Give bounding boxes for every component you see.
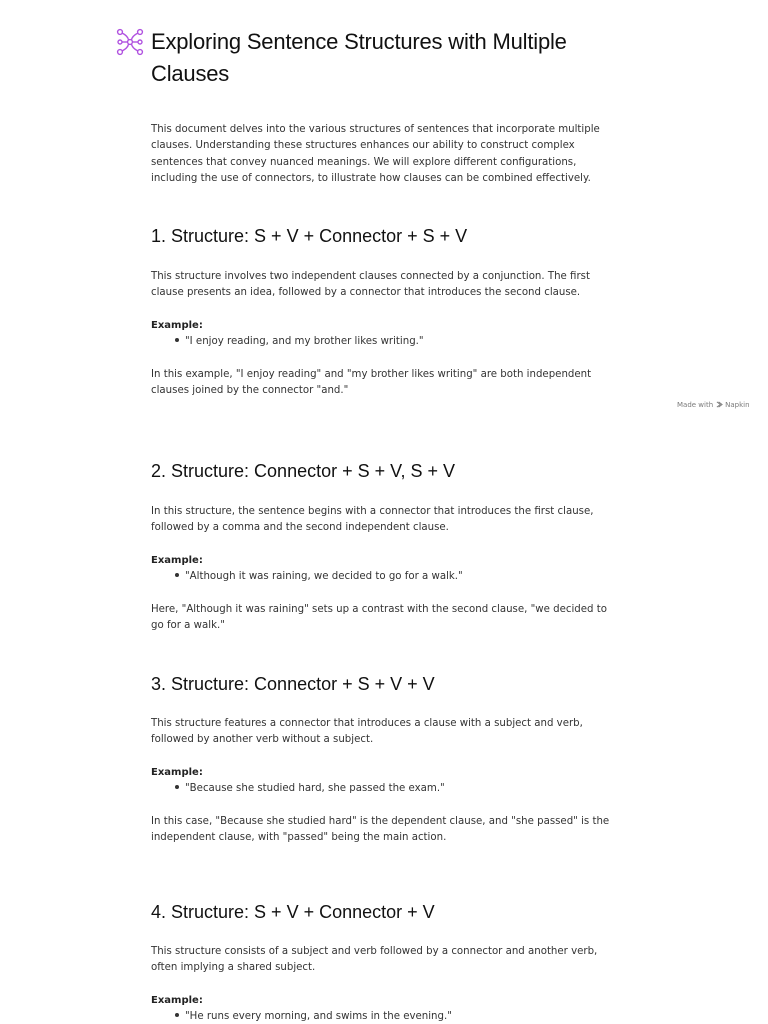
section-description-1: This structure involves two independent clauses connected by a conjunction. The first clause presents an idea, followed by a connector that introduces the second clause. — [151, 271, 590, 299]
section-explanation-2: Here, "Although it was raining" sets up a contrast with the second clause, "we decided to go for a walk." — [151, 604, 607, 632]
section-explanation-1: In this example, "I enjoy reading" and "my brother likes writing" are both independent clauses joined by the connector "and." — [151, 369, 592, 397]
section-heading-2: 2. Structure: Connector + S + V, S + V — [151, 461, 456, 481]
bullet-icon — [175, 1013, 179, 1017]
intro-paragraph: This document delves into the various structures of sentences that incorporate multiple clauses. Understanding these structures enhances our ability to construct complex sentences that convey nuanced meanings. We will explore different configurations, including the use of connectors, to illustrate how clauses can be combined effectively. — [151, 124, 600, 184]
example-label-3: Example: — [151, 767, 203, 778]
napkin-brand-label: Napkin — [725, 401, 750, 409]
network-nodes-icon — [116, 28, 144, 56]
section-heading-3: 3. Structure: Connector + S + V + V — [151, 674, 435, 694]
example-label-1: Example: — [151, 320, 203, 331]
section-explanation-3: In this case, "Because she studied hard" is the dependent clause, and "she passed" is the independent clause, with "passed" being the main action. — [151, 816, 610, 844]
example-item-2 — [175, 570, 463, 584]
made-with-label: Made with — [677, 401, 714, 409]
example-label-2: Example: — [151, 555, 203, 566]
bullet-icon — [175, 338, 179, 342]
example-text-3: "Because she studied hard, she passed the exam." — [185, 783, 445, 794]
example-text-1: "I enjoy reading, and my brother likes writing." — [185, 336, 424, 347]
example-label-4: Example: — [151, 995, 203, 1006]
example-item-1 — [175, 335, 424, 349]
bullet-icon — [175, 573, 179, 577]
document-title: Exploring Sentence Structures with Multiple Clauses — [151, 29, 567, 86]
example-item-3 — [175, 782, 445, 796]
section-description-3: This structure features a connector that introduces a clause with a subject and verb, followed by another verb without a subject. — [151, 718, 583, 746]
bullet-icon — [175, 785, 179, 789]
section-heading-1: 1. Structure: S + V + Connector + S + V — [151, 226, 468, 246]
example-text-2: "Although it was raining, we decided to go for a walk." — [185, 571, 463, 582]
section-description-2: In this structure, the sentence begins with a connector that introduces the first clause, followed by a comma and the second independent clause. — [151, 506, 594, 534]
section-description-4: This structure consists of a subject and verb followed by a connector and another verb, often implying a shared subject. — [151, 946, 598, 974]
section-heading-4: 4. Structure: S + V + Connector + V — [151, 902, 435, 922]
example-text-4: "He runs every morning, and swims in the evening." — [185, 1011, 452, 1022]
napkin-logo-icon — [716, 401, 723, 408]
made-with-napkin-badge[interactable] — [677, 400, 750, 410]
example-item-4 — [175, 1010, 452, 1024]
